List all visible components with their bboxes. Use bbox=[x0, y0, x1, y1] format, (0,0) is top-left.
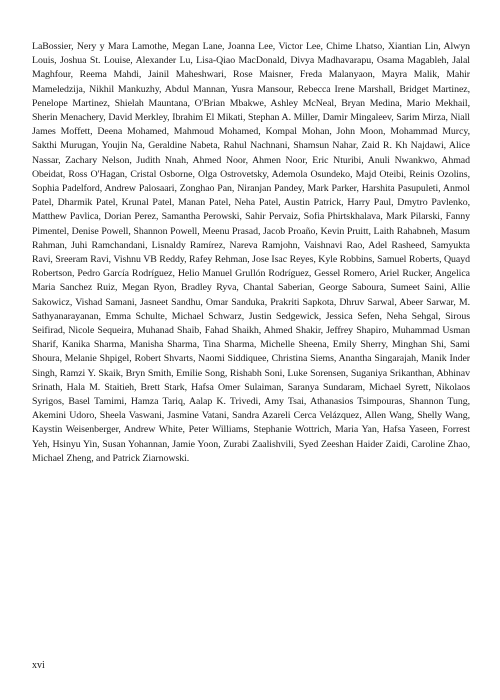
page-number: xvi bbox=[32, 660, 45, 671]
acknowledgements-paragraph: LaBossier, Nery y Mara Lamothe, Megan Lane, Joanna Lee, Victor Lee, Chime Lhatso, Xiantian Lin, Alwyn Louis, Joshua St. Louise, Alexander Lu, Lisa-Qiao MacDonald, Divya Madhavarapu, Osama Magableh, Jalal Maghfour, Reema Mahdi, Jainil Maheshwari, Rose Maisner, Freda Malanyaon, Mayra Malik, Mahir Mameledzija, Nikhil Mankuzhy, Abdul Mannan, Yusra Mansour, Rebecca Irene Marshall, Bridget Martinez, Penelope Martinez, Shielah Mauntana, O'Brian Mbakwe, Ashley McNeal, Bryan Medina, Mario Mekhail, Sherin Menachery, David Merkley, Ibrahim El Mikati, Stephan A. Miller, Damir Mingaleev, Sarim Mirza, Niall James Moffett, Deena Mohamed, Mahmoud Mohamed, Kompal Mohan, John Moon, Mohammad Murcy, Sakthi Murugan, Youjin Na, Geraldine Nabeta, Rahul Nachnani, Shamsun Nahar, Zaid R. Kh Najdawi, Alice Nassar, Zachary Nelson, Judith Nnah, Ahmed Noor, Ahmen Noor, Eric Nturibi, Anuli Nwankwo, Ahmad Obeidat, Ross O'Hagan, Cristal Osborne, Olga Ostrovetsky, Ademola Osundeko, Majd Oteibi, Reinis Ozolins, Sophia Padelford, Andrew Palosaari, Zonghao Pan, Niranjan Pandey, Mark Parker, Harshita Pasupuleti, Anmol Patel, Dharmik Patel, Krunal Patel, Manan Patel, Neha Patel, Austin Patrick, Harry Paul, Dmytro Pavlenko, Matthew Pavlica, Dorian Perez, Samantha Perowski, Sahir Pervaiz, Sofia Phirtskhalava, Mark Pilarski, Fanny Pimentel, Denise Powell, Shannon Powell, Meenu Prasad, Jacob Proaño, Kevin Pruitt, Laith Rahabneh, Masum Rahman, Juhi Ramchandani, Lisnaldy Ramírez, Nareva Ramjohn, Vaishnavi Rao, Adel Rasheed, Samyukta Ravi, Sreeram Ravi, Vishnu VB Reddy, Rafey Rehman, Jose Isac Reyes, Kyle Robbins, Samuel Roberts, Quayd Robertson, Pedro García Rodríguez, Helio Manuel Grullón Rodríguez, Gessel Romero, Ariel Rucker, Angelica Maria Sanchez Ruiz, Megan Ryon, Bradley Ryva, Chantal Saberian, George Saboura, Sumeet Saini, Allie Sakowicz, Vishad Samani, Jasneet Sandhu, Omar Sanduka, Prakriti Sapkota, Dhruv Sarwal, Abeer Sarwar, M. Sathyanarayanan, Emma Schulte, Michael Schwarz, Justin Sedgewick, Jessica Sefen, Neha Sehgal, Sirous Seifirad, Nicole Sequeira, Muhanad Shaib, Fahad Shaikh, Ahmed Shakir, Jeffrey Shapiro, Muhammad Usman Sharif, Kanika Sharma, Manisha Sharma, Tina Sharma, Michelle Sheena, Emily Sherry, Minghan Shi, Sami Shoura, Melanie Shpigel, Robert Shvarts, Naomi Siddiquee, Christina Siems, Anantha Singarajah, Manik Inder Singh, Ramzi Y. Skaik, Bryn Smith, Emilie Song, Rishabh Soni, Luke Sorensen, Suganiya Srikanthan, Abhinav Srinath, Hala M. Staitieh, Brett Stark, Hafsa Omer Sulaiman, Saranya Sundaram, Michael Syrett, Nikolaos Syrigos, Basel Tamimi, Hamza Tariq, Aalap K. Trivedi, Amy Tsai, Athanasios Tsimpouras, Shannon Tung, Akemini Udoro, Sheela Vaswani, Jasmine Vatani, Sandra Azareli Cerca Velázquez, Allen Wang, Shelly Wang, Kaystin Weisenberger, Andrew White, Peter Williams, Stephanie Wottrich, Maria Yan, Hafsa Yaseen, Forrest Yeh, Hsinyu Yin, Susan Yohannan, Jamie Yoon, Zurabi Zaalishvili, Syed Zeeshan Haider Zaidi, Caroline Zhao, Michael Zheng, and Patrick Ziarnowski. bbox=[32, 41, 470, 464]
